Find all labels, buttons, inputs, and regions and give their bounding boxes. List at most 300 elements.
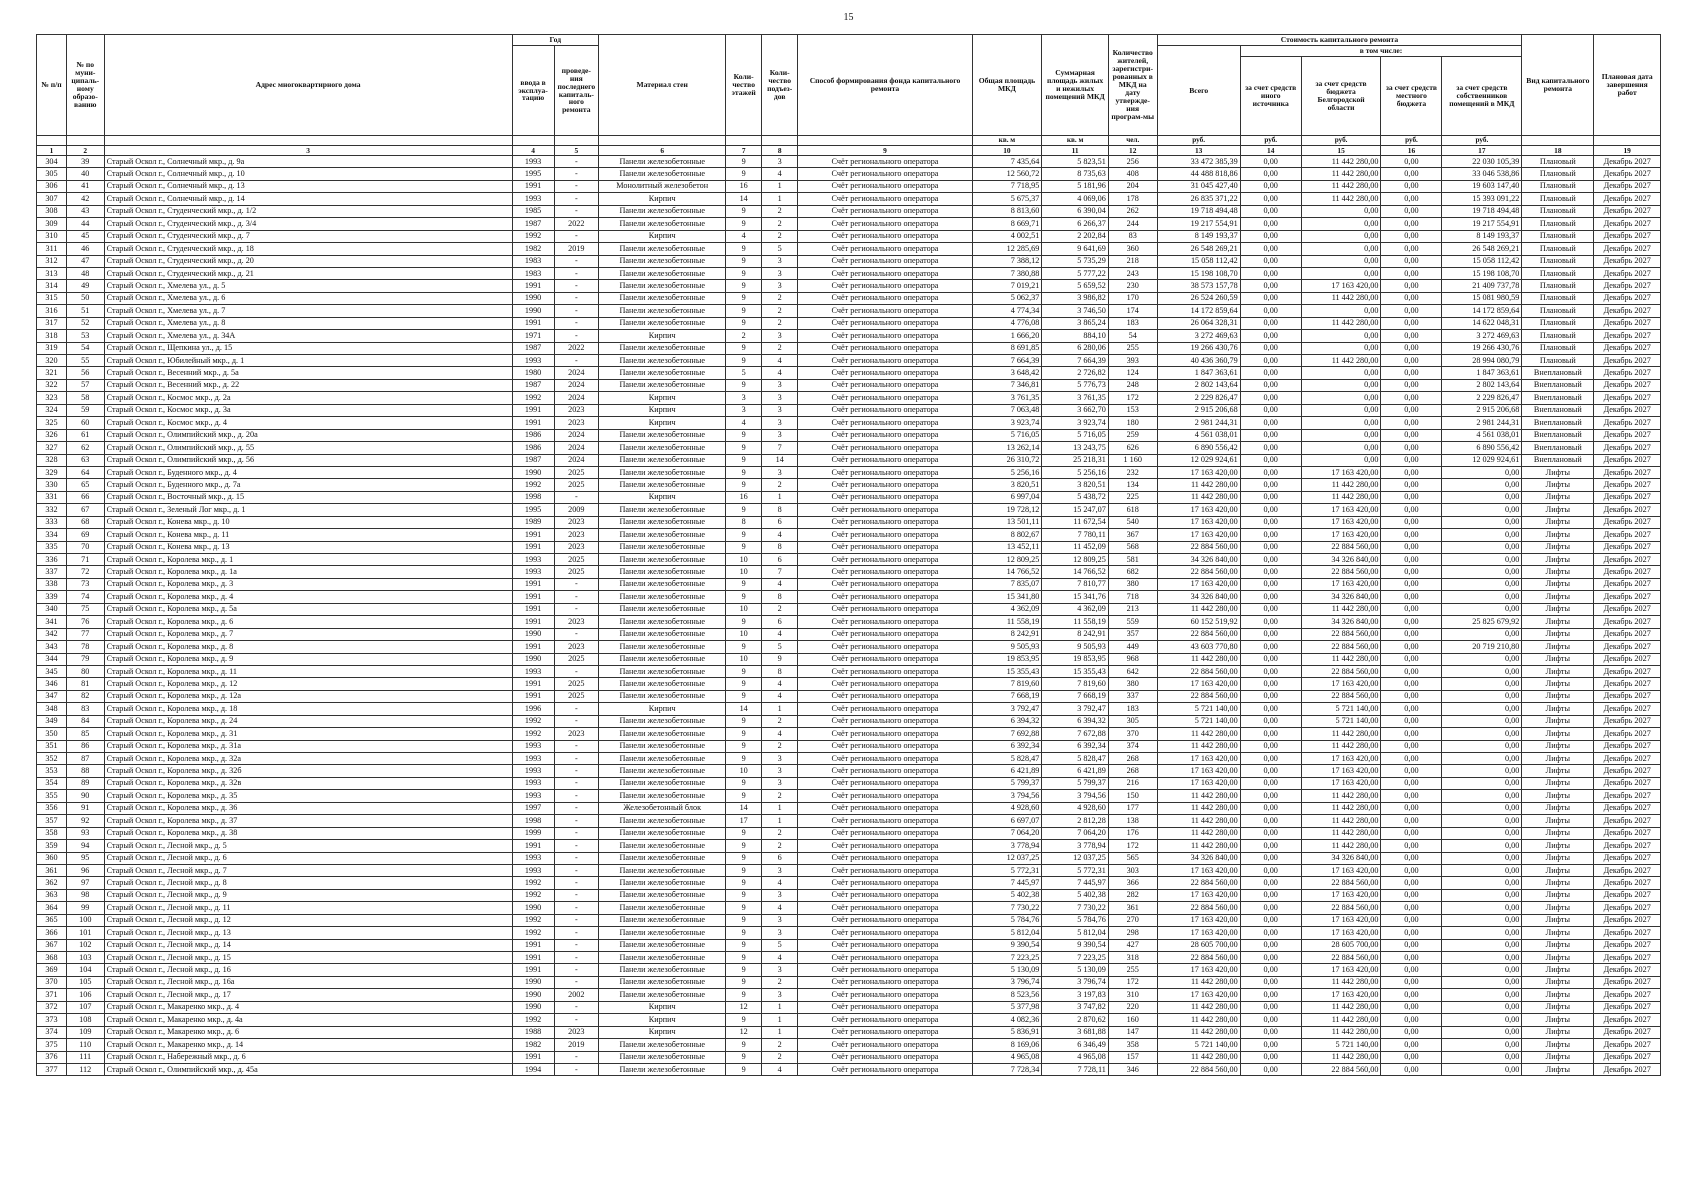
fund-method-cell: Счёт регионального оператора [798, 255, 972, 267]
year-commission-cell: 1988 [512, 1026, 554, 1038]
year-last-repair-cell: - [554, 317, 598, 329]
municipal-number-cell: 53 [66, 330, 104, 342]
municipal-number-cell: 92 [66, 815, 104, 827]
table-row [37, 1051, 1661, 1063]
year-last-repair-cell: - [554, 765, 598, 777]
cost-region-cell: 0,00 [1301, 305, 1381, 317]
unit-cell: чел. [1108, 136, 1157, 146]
floors-cell: 9 [726, 243, 761, 255]
year-last-repair-cell: - [554, 193, 598, 205]
repair-type-cell: Плановый [1522, 305, 1594, 317]
completion-date-cell: Декабрь 2027 [1594, 504, 1661, 516]
residents-cell: 255 [1108, 964, 1157, 976]
floors-cell: 9 [726, 827, 761, 839]
completion-date-cell: Декабрь 2027 [1594, 753, 1661, 765]
cost-owners-cell: 0,00 [1442, 964, 1522, 976]
year-last-repair-cell: - [554, 802, 598, 814]
floors-cell: 9 [726, 840, 761, 852]
address-cell: Старый Оскол г., Лесной мкр., д. 11 [104, 902, 512, 914]
total-area-cell: 15 341,80 [972, 591, 1042, 603]
residents-cell: 346 [1108, 1063, 1157, 1075]
cost-owners-cell: 0,00 [1442, 516, 1522, 528]
year-last-repair-cell: - [554, 1001, 598, 1013]
table-row [37, 454, 1661, 466]
year-commission-cell: 1990 [512, 1001, 554, 1013]
floors-cell: 14 [726, 802, 761, 814]
entrances-cell: 4 [761, 367, 798, 379]
cost-total-cell: 6 890 556,42 [1157, 442, 1240, 454]
address-cell: Старый Оскол г., Королева мкр., д. 12 [104, 678, 512, 690]
address-cell: Старый Оскол г., Лесной мкр., д. 16а [104, 976, 512, 988]
cost-owners-cell: 28 994 080,79 [1442, 355, 1522, 367]
entrances-cell: 1 [761, 802, 798, 814]
completion-date-cell: Декабрь 2027 [1594, 180, 1661, 192]
floors-cell: 9 [726, 355, 761, 367]
cost-total-cell: 11 442 280,00 [1157, 603, 1240, 615]
table-row [37, 653, 1661, 665]
completion-date-cell: Декабрь 2027 [1594, 205, 1661, 217]
wall-material-cell: Панели железобетонные [598, 280, 725, 292]
completion-date-cell: Декабрь 2027 [1594, 889, 1661, 901]
cost-local-cell: 0,00 [1381, 665, 1442, 677]
fund-method-cell: Счёт регионального оператора [798, 355, 972, 367]
municipal-number-cell: 90 [66, 790, 104, 802]
cost-region-cell: 17 163 420,00 [1301, 504, 1381, 516]
year-commission-cell: 1997 [512, 802, 554, 814]
cost-total-cell: 2 981 244,31 [1157, 417, 1240, 429]
entrances-cell: 3 [761, 392, 798, 404]
residents-cell: 357 [1108, 628, 1157, 640]
completion-date-cell: Декабрь 2027 [1594, 914, 1661, 926]
cost-owners-cell: 0,00 [1442, 665, 1522, 677]
completion-date-cell: Декабрь 2027 [1594, 355, 1661, 367]
cost-other-cell: 0,00 [1240, 230, 1301, 242]
year-commission-cell: 1991 [512, 404, 554, 416]
cost-total-cell: 11 442 280,00 [1157, 740, 1240, 752]
floors-cell: 9 [726, 205, 761, 217]
entrances-cell: 4 [761, 628, 798, 640]
cost-total-cell: 3 272 469,63 [1157, 330, 1240, 342]
year-last-repair-cell: - [554, 964, 598, 976]
completion-date-cell: Декабрь 2027 [1594, 1051, 1661, 1063]
residents-cell: 177 [1108, 802, 1157, 814]
table-row [37, 852, 1661, 864]
living-area-cell: 3 923,74 [1042, 417, 1109, 429]
entrances-cell: 3 [761, 429, 798, 441]
cost-total-cell: 17 163 420,00 [1157, 529, 1240, 541]
wall-material-cell: Панели железобетонные [598, 989, 725, 1001]
cost-local-cell: 0,00 [1381, 877, 1442, 889]
year-commission-cell: 1993 [512, 852, 554, 864]
cost-total-cell: 22 884 560,00 [1157, 541, 1240, 553]
year-commission-cell: 1987 [512, 379, 554, 391]
cost-other-cell: 0,00 [1240, 678, 1301, 690]
address-cell: Старый Оскол г., Космос мкр., д. 2а [104, 392, 512, 404]
cost-local-cell: 0,00 [1381, 218, 1442, 230]
cost-total-cell: 17 163 420,00 [1157, 753, 1240, 765]
fund-method-cell: Счёт регионального оператора [798, 168, 972, 180]
living-area-cell: 25 218,31 [1042, 454, 1109, 466]
entrances-cell: 2 [761, 1039, 798, 1051]
floors-cell: 9 [726, 914, 761, 926]
table-row [37, 914, 1661, 926]
address-cell: Старый Оскол г., Олимпийский мкр., д. 56 [104, 454, 512, 466]
cost-region-cell: 17 163 420,00 [1301, 864, 1381, 876]
cost-total-cell: 26 835 371,22 [1157, 193, 1240, 205]
municipal-number-cell: 91 [66, 802, 104, 814]
residents-cell: 262 [1108, 205, 1157, 217]
wall-material-cell: Кирпич [598, 392, 725, 404]
cost-region-cell: 22 884 560,00 [1301, 541, 1381, 553]
col-header-wall-material: Материал стен [598, 35, 725, 136]
repair-type-cell: Лифты [1522, 566, 1594, 578]
row-number-cell: 340 [37, 603, 67, 615]
total-area-cell: 6 697,07 [972, 815, 1042, 827]
completion-date-cell: Декабрь 2027 [1594, 466, 1661, 478]
wall-material-cell: Панели железобетонные [598, 367, 725, 379]
wall-material-cell: Панели железобетонные [598, 355, 725, 367]
cost-local-cell: 0,00 [1381, 628, 1442, 640]
fund-method-cell: Счёт регионального оператора [798, 989, 972, 1001]
wall-material-cell: Панели железобетонные [598, 516, 725, 528]
cost-local-cell: 0,00 [1381, 504, 1442, 516]
floors-cell: 9 [726, 877, 761, 889]
cost-local-cell: 0,00 [1381, 355, 1442, 367]
cost-local-cell: 0,00 [1381, 591, 1442, 603]
cost-region-cell: 11 442 280,00 [1301, 1014, 1381, 1026]
address-cell: Старый Оскол г., Королева мкр., д. 1 [104, 554, 512, 566]
address-cell: Старый Оскол г., Студенческий мкр., д. 20 [104, 255, 512, 267]
wall-material-cell: Панели железобетонные [598, 243, 725, 255]
cost-owners-cell: 2 802 143,64 [1442, 379, 1522, 391]
table-row [37, 330, 1661, 342]
cost-owners-cell: 0,00 [1442, 827, 1522, 839]
cost-other-cell: 0,00 [1240, 952, 1301, 964]
fund-method-cell: Счёт регионального оператора [798, 230, 972, 242]
fund-method-cell: Счёт регионального оператора [798, 193, 972, 205]
year-commission-cell: 1991 [512, 180, 554, 192]
year-commission-cell: 1991 [512, 616, 554, 628]
column-number: 9 [798, 146, 972, 156]
wall-material-cell: Кирпич [598, 330, 725, 342]
year-commission-cell: 1982 [512, 1039, 554, 1051]
municipal-number-cell: 109 [66, 1026, 104, 1038]
residents-cell: 380 [1108, 678, 1157, 690]
cost-other-cell: 0,00 [1240, 255, 1301, 267]
cost-region-cell: 0,00 [1301, 392, 1381, 404]
entrances-cell: 3 [761, 280, 798, 292]
row-number-cell: 345 [37, 665, 67, 677]
table-row [37, 404, 1661, 416]
wall-material-cell: Панели железобетонные [598, 628, 725, 640]
cost-region-cell: 11 442 280,00 [1301, 827, 1381, 839]
living-area-cell: 12 809,25 [1042, 554, 1109, 566]
address-cell: Старый Оскол г., Буденного мкр., д. 4 [104, 466, 512, 478]
year-commission-cell: 1991 [512, 317, 554, 329]
address-cell: Старый Оскол г., Королева мкр., д. 12а [104, 690, 512, 702]
repair-type-cell: Лифты [1522, 914, 1594, 926]
address-cell: Старый Оскол г., Лесной мкр., д. 8 [104, 877, 512, 889]
address-cell: Старый Оскол г., Макаренко мкр., д. 6 [104, 1026, 512, 1038]
floors-cell: 9 [726, 479, 761, 491]
wall-material-cell: Панели железобетонные [598, 765, 725, 777]
repair-type-cell: Лифты [1522, 529, 1594, 541]
living-area-cell: 19 853,95 [1042, 653, 1109, 665]
wall-material-cell: Панели железобетонные [598, 1039, 725, 1051]
cost-region-cell: 0,00 [1301, 243, 1381, 255]
fund-method-cell: Счёт регионального оператора [798, 491, 972, 503]
wall-material-cell: Панели железобетонные [598, 665, 725, 677]
residents-cell: 153 [1108, 404, 1157, 416]
table-row [37, 628, 1661, 640]
row-number-cell: 316 [37, 305, 67, 317]
fund-method-cell: Счёт регионального оператора [798, 952, 972, 964]
address-cell: Старый Оскол г., Хмелева ул., д. 6 [104, 292, 512, 304]
row-number-cell: 352 [37, 753, 67, 765]
column-number: 8 [761, 146, 798, 156]
municipal-number-cell: 95 [66, 852, 104, 864]
cost-owners-cell: 25 825 679,92 [1442, 616, 1522, 628]
completion-date-cell: Декабрь 2027 [1594, 417, 1661, 429]
repair-type-cell: Плановый [1522, 292, 1594, 304]
floors-cell: 9 [726, 429, 761, 441]
floors-cell: 9 [726, 665, 761, 677]
entrances-cell: 2 [761, 715, 798, 727]
entrances-cell: 4 [761, 578, 798, 590]
column-number: 7 [726, 146, 761, 156]
row-number-cell: 353 [37, 765, 67, 777]
fund-method-cell: Счёт регионального оператора [798, 379, 972, 391]
municipal-number-cell: 62 [66, 442, 104, 454]
entrances-cell: 2 [761, 305, 798, 317]
cost-other-cell: 0,00 [1240, 342, 1301, 354]
address-cell: Старый Оскол г., Лесной мкр., д. 5 [104, 840, 512, 852]
row-number-cell: 357 [37, 815, 67, 827]
year-commission-cell: 1971 [512, 330, 554, 342]
address-cell: Старый Оскол г., Хмелева ул., д. 7 [104, 305, 512, 317]
floors-cell: 9 [726, 989, 761, 1001]
table-row [37, 305, 1661, 317]
wall-material-cell: Панели железобетонные [598, 466, 725, 478]
repair-type-cell: Лифты [1522, 628, 1594, 640]
floors-cell: 9 [726, 442, 761, 454]
cost-region-cell: 22 884 560,00 [1301, 952, 1381, 964]
cost-other-cell: 0,00 [1240, 529, 1301, 541]
residents-cell: 218 [1108, 255, 1157, 267]
total-area-cell: 7 063,48 [972, 404, 1042, 416]
living-area-cell: 9 390,54 [1042, 939, 1109, 951]
cost-local-cell: 0,00 [1381, 516, 1442, 528]
entrances-cell: 6 [761, 554, 798, 566]
cost-region-cell: 11 442 280,00 [1301, 193, 1381, 205]
year-last-repair-cell: - [554, 578, 598, 590]
fund-method-cell: Счёт регионального оператора [798, 504, 972, 516]
residents-cell: 303 [1108, 864, 1157, 876]
wall-material-cell: Панели железобетонные [598, 914, 725, 926]
year-last-repair-cell: - [554, 267, 598, 279]
row-number-cell: 356 [37, 802, 67, 814]
table-row [37, 641, 1661, 653]
repair-type-cell: Внеплановый [1522, 392, 1594, 404]
cost-total-cell: 17 163 420,00 [1157, 516, 1240, 528]
completion-date-cell: Декабрь 2027 [1594, 690, 1661, 702]
fund-method-cell: Счёт регионального оператора [798, 330, 972, 342]
living-area-cell: 6 421,89 [1042, 765, 1109, 777]
cost-total-cell: 22 884 560,00 [1157, 952, 1240, 964]
wall-material-cell: Кирпич [598, 404, 725, 416]
row-number-cell: 325 [37, 417, 67, 429]
address-cell: Старый Оскол г., Студенческий мкр., д. 7 [104, 230, 512, 242]
cost-local-cell: 0,00 [1381, 404, 1442, 416]
cost-owners-cell: 0,00 [1442, 777, 1522, 789]
table-row [37, 877, 1661, 889]
table-row [37, 616, 1661, 628]
residents-cell: 968 [1108, 653, 1157, 665]
cost-total-cell: 43 603 770,80 [1157, 641, 1240, 653]
residents-cell: 360 [1108, 243, 1157, 255]
wall-material-cell: Кирпич [598, 1026, 725, 1038]
total-area-cell: 3 820,51 [972, 479, 1042, 491]
repair-type-cell: Лифты [1522, 889, 1594, 901]
cost-local-cell: 0,00 [1381, 989, 1442, 1001]
repair-type-cell: Лифты [1522, 703, 1594, 715]
wall-material-cell: Панели железобетонные [598, 877, 725, 889]
wall-material-cell: Панели железобетонные [598, 728, 725, 740]
cost-total-cell: 17 163 420,00 [1157, 466, 1240, 478]
floors-cell: 9 [726, 168, 761, 180]
fund-method-cell: Счёт регионального оператора [798, 1001, 972, 1013]
table-row [37, 516, 1661, 528]
cost-local-cell: 0,00 [1381, 491, 1442, 503]
capital-repair-register-table [36, 34, 1661, 1076]
row-number-cell: 321 [37, 367, 67, 379]
floors-cell: 4 [726, 417, 761, 429]
address-cell: Старый Оскол г., Макаренко мкр., д. 4 [104, 1001, 512, 1013]
living-area-cell: 11 558,19 [1042, 616, 1109, 628]
municipal-number-cell: 96 [66, 864, 104, 876]
residents-cell: 374 [1108, 740, 1157, 752]
cost-owners-cell: 0,00 [1442, 1039, 1522, 1051]
residents-cell: 256 [1108, 156, 1157, 168]
address-cell: Старый Оскол г., Весенний мкр., д. 5а [104, 367, 512, 379]
residents-cell: 230 [1108, 280, 1157, 292]
cost-region-cell: 17 163 420,00 [1301, 989, 1381, 1001]
floors-cell: 9 [726, 927, 761, 939]
completion-date-cell: Декабрь 2027 [1594, 541, 1661, 553]
wall-material-cell: Монолитный железобетон [598, 180, 725, 192]
repair-type-cell: Лифты [1522, 939, 1594, 951]
total-area-cell: 5 784,76 [972, 914, 1042, 926]
cost-total-cell: 40 436 360,79 [1157, 355, 1240, 367]
entrances-cell: 3 [761, 466, 798, 478]
year-last-repair-cell: - [554, 591, 598, 603]
repair-type-cell: Лифты [1522, 678, 1594, 690]
year-last-repair-cell: 2019 [554, 1039, 598, 1051]
col-header-including: в том числе: [1240, 46, 1522, 57]
cost-local-cell: 0,00 [1381, 802, 1442, 814]
total-area-cell: 8 691,85 [972, 342, 1042, 354]
address-cell: Старый Оскол г., Королева мкр., д. 32б [104, 765, 512, 777]
year-commission-cell: 1989 [512, 516, 554, 528]
completion-date-cell: Декабрь 2027 [1594, 777, 1661, 789]
repair-type-cell: Лифты [1522, 815, 1594, 827]
entrances-cell: 3 [761, 889, 798, 901]
year-last-repair-cell: - [554, 205, 598, 217]
cost-local-cell: 0,00 [1381, 230, 1442, 242]
wall-material-cell: Панели железобетонные [598, 964, 725, 976]
unit-cell: руб. [1301, 136, 1381, 146]
completion-date-cell: Декабрь 2027 [1594, 255, 1661, 267]
living-area-cell: 5 181,96 [1042, 180, 1109, 192]
col-header-cost-other: за счет средств иного источника [1240, 57, 1301, 136]
municipal-number-cell: 47 [66, 255, 104, 267]
repair-type-cell: Лифты [1522, 976, 1594, 988]
total-area-cell: 3 796,74 [972, 976, 1042, 988]
entrances-cell: 4 [761, 355, 798, 367]
year-last-repair-cell: 2025 [554, 653, 598, 665]
living-area-cell: 15 341,76 [1042, 591, 1109, 603]
living-area-cell: 7 672,88 [1042, 728, 1109, 740]
completion-date-cell: Декабрь 2027 [1594, 479, 1661, 491]
year-commission-cell: 1993 [512, 665, 554, 677]
entrances-cell: 4 [761, 678, 798, 690]
wall-material-cell: Панели железобетонные [598, 342, 725, 354]
repair-type-cell: Лифты [1522, 777, 1594, 789]
repair-type-cell: Плановый [1522, 168, 1594, 180]
year-last-repair-cell: 2024 [554, 367, 598, 379]
table-row [37, 168, 1661, 180]
cost-local-cell: 0,00 [1381, 466, 1442, 478]
cost-other-cell: 0,00 [1240, 889, 1301, 901]
residents-cell: 298 [1108, 927, 1157, 939]
year-last-repair-cell: 2019 [554, 243, 598, 255]
completion-date-cell: Декабрь 2027 [1594, 243, 1661, 255]
floors-cell: 12 [726, 1001, 761, 1013]
living-area-cell: 7 064,20 [1042, 827, 1109, 839]
cost-other-cell: 0,00 [1240, 442, 1301, 454]
cost-local-cell: 0,00 [1381, 280, 1442, 292]
municipal-number-cell: 75 [66, 603, 104, 615]
cost-local-cell: 0,00 [1381, 827, 1442, 839]
cost-region-cell: 22 884 560,00 [1301, 665, 1381, 677]
table-row [37, 1014, 1661, 1026]
cost-total-cell: 22 884 560,00 [1157, 690, 1240, 702]
fund-method-cell: Счёт регионального оператора [798, 541, 972, 553]
municipal-number-cell: 54 [66, 342, 104, 354]
address-cell: Старый Оскол г., Лесной мкр., д. 17 [104, 989, 512, 1001]
floors-cell: 10 [726, 628, 761, 640]
cost-total-cell: 5 721 140,00 [1157, 715, 1240, 727]
floors-cell: 10 [726, 554, 761, 566]
cost-region-cell: 17 163 420,00 [1301, 777, 1381, 789]
year-last-repair-cell: - [554, 1063, 598, 1075]
year-commission-cell: 1983 [512, 267, 554, 279]
year-last-repair-cell: - [554, 889, 598, 901]
wall-material-cell: Панели железобетонные [598, 790, 725, 802]
entrances-cell: 2 [761, 292, 798, 304]
cost-owners-cell: 0,00 [1442, 603, 1522, 615]
municipal-number-cell: 86 [66, 740, 104, 752]
entrances-cell: 1 [761, 1026, 798, 1038]
repair-type-cell: Лифты [1522, 765, 1594, 777]
cost-other-cell: 0,00 [1240, 1026, 1301, 1038]
completion-date-cell: Декабрь 2027 [1594, 280, 1661, 292]
cost-region-cell: 11 442 280,00 [1301, 355, 1381, 367]
cost-region-cell: 17 163 420,00 [1301, 753, 1381, 765]
table-row [37, 1039, 1661, 1051]
residents-cell: 124 [1108, 367, 1157, 379]
address-cell: Старый Оскол г., Королева мкр., д. 24 [104, 715, 512, 727]
